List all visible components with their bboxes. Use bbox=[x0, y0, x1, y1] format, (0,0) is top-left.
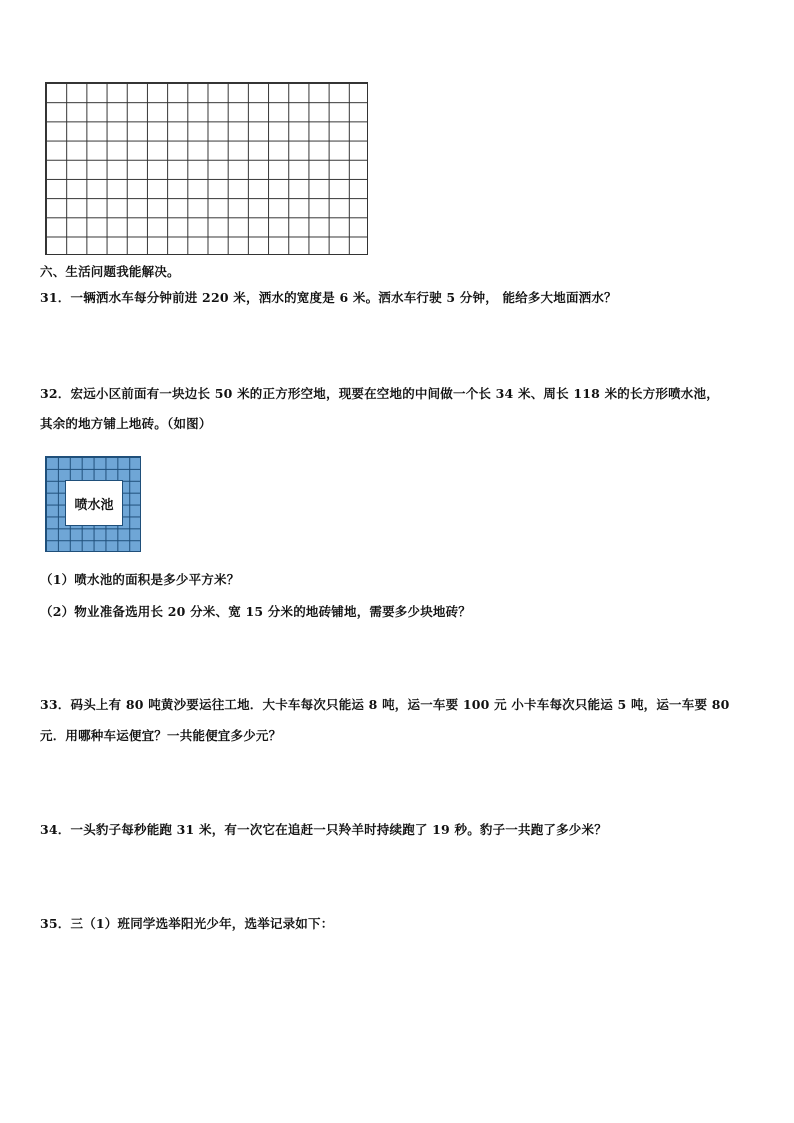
problem-32-line-2: 其余的地方铺上地砖。（如图） bbox=[40, 416, 212, 431]
fountain-tiles-figure bbox=[45, 456, 141, 552]
problem-33-line-2: 元．用哪种车运便宜？一共能便宜多少元？ bbox=[40, 728, 282, 743]
problem-33-line-1: 33．码头上有 80 吨黄沙要运往工地．大卡车每次只能运 8 吨，运一车要 100 元 小卡车每次只能运 5 吨，运一车要 80 bbox=[40, 697, 730, 712]
section-6-title: 六、生活问题我能解决。 bbox=[40, 264, 180, 279]
problem-32-line-1: 32．宏远小区前面有一块边长 50 米的正方形空地，现要在空地的中间做一个长 34 米、周长 118 米的长方形喷水池， bbox=[40, 386, 719, 401]
fountain-pool-label: 喷水池 bbox=[65, 480, 123, 526]
problem-32-question-2: （2）物业准备选用长 20 分米、宽 15 分米的地砖铺地，需要多少块地砖？ bbox=[40, 604, 471, 619]
square-grid bbox=[45, 82, 368, 255]
problem-31: 31．一辆洒水车每分钟前进 220 米，洒水的宽度是 6 米。洒水车行驶 5 分钟， 能给多大地面洒水？ bbox=[40, 290, 617, 305]
problem-34: 34．一头豹子每秒能跑 31 米，有一次它在追赶一只羚羊时持续跑了 19 秒。豹子一共跑了多少米？ bbox=[40, 822, 607, 837]
problem-35: 35．三（1）班同学选举阳光少年，选举记录如下： bbox=[40, 916, 334, 931]
problem-32-question-1: （1）喷水池的面积是多少平方米？ bbox=[40, 572, 240, 587]
